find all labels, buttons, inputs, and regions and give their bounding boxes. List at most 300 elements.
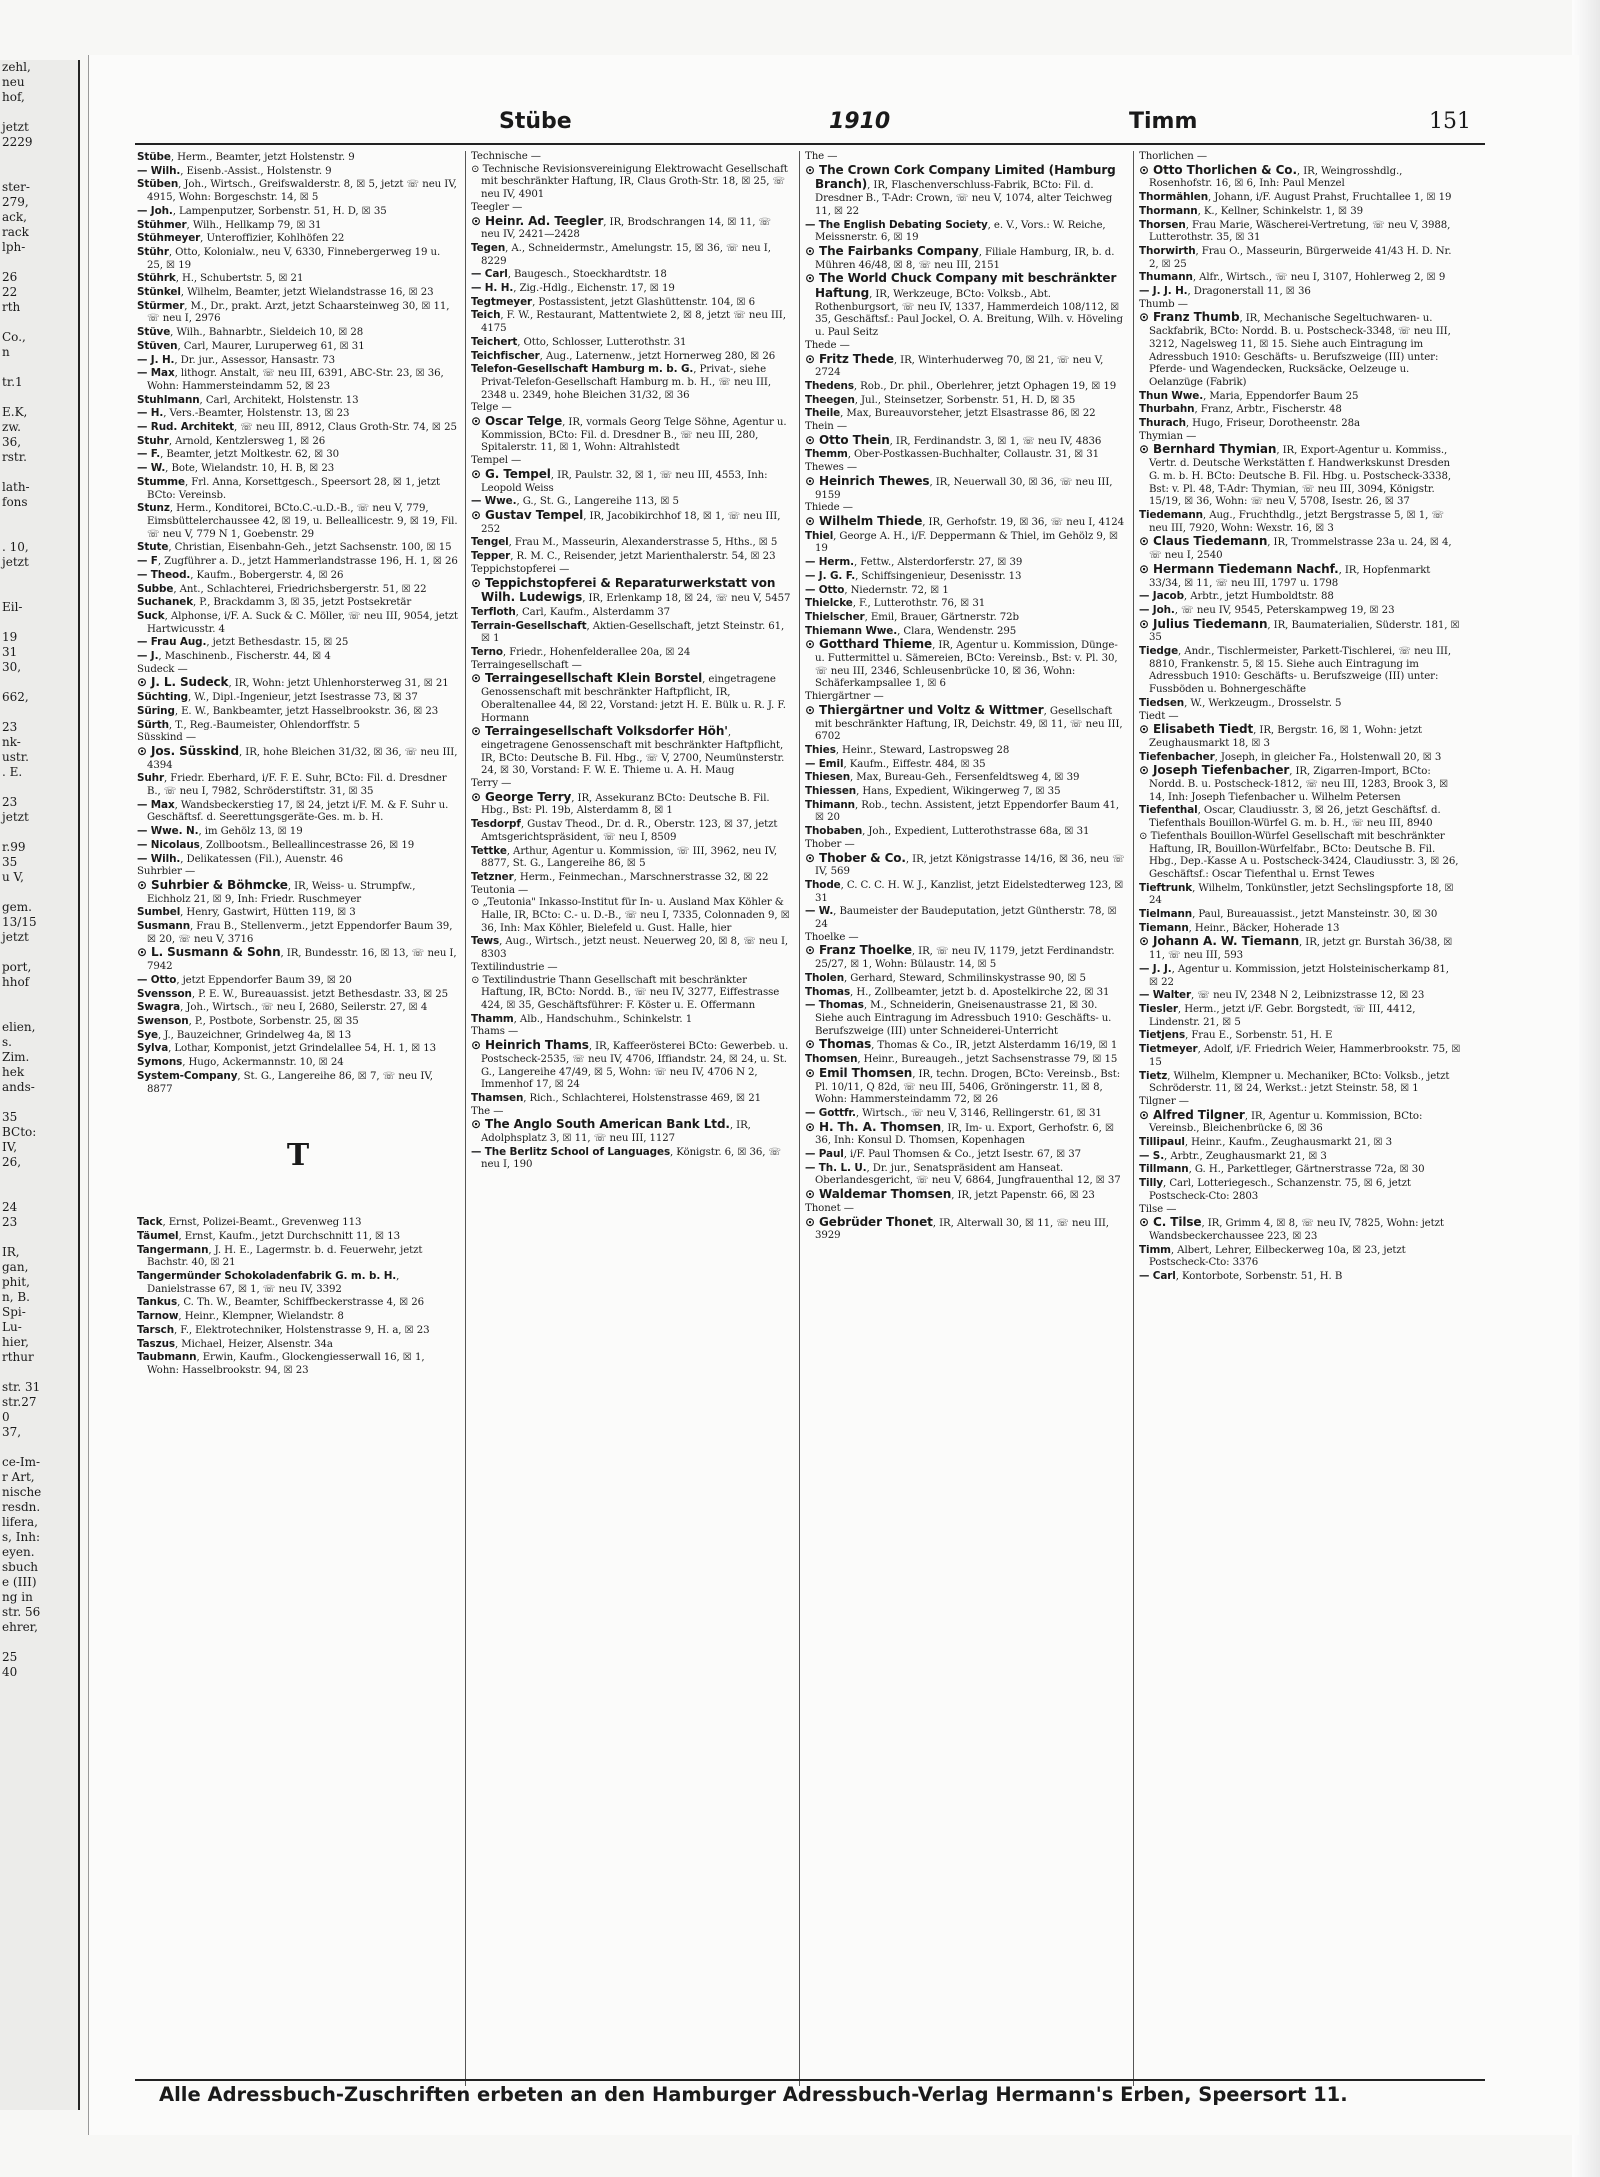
- directory-entry: Tieftrunk, Wilhelm, Tonkünstler, jetzt Sechslingspforte 18, ☒ 24: [1139, 881, 1454, 907]
- prev-page-fragment: hhof: [2, 975, 30, 989]
- directory-entry: — J. H., Dr. jur., Assessor, Hansastr. 73: [137, 353, 336, 366]
- directory-entry: Tietjens, Frau E., Sorbenstr. 51, H. E: [1139, 1029, 1333, 1042]
- prev-page-fragment: 24: [2, 1200, 18, 1214]
- firm-entry: ⊙ Otto Thorlichen & Co., IR, Weingrosshdlg., Rosenhofstr. 16, ☒ 6, Inh: Paul Menzel: [1139, 162, 1403, 190]
- firm-entry: ⊙ Julius Tiedemann, IR, Baumaterialien, Süderstr. 181, ☒ 35: [1139, 616, 1460, 644]
- directory-entry: — Thomas, M., Schneiderin, Gneisenaustrasse 21, ☒ 30. Siehe auch Eintragung im Adressbuch 1910: Geschäfts- u. Berufszweige (III) unter Schneiderei-Unterricht: [805, 999, 1112, 1037]
- prev-page-fragment: nk-: [2, 735, 21, 749]
- prev-page-fragment: rthur: [2, 1350, 34, 1364]
- prev-page-fragment: [0, 1170, 78, 1185]
- directory-entry: Tegen, A., Schneidermstr., Amelungstr. 15, ☒ 36, ☏ neu I, 8229: [471, 241, 771, 267]
- directory-entry: Stumme, Frl. Anna, Korsettgesch., Speersort 28, ☒ 1, jetzt BCto: Vereinsb.: [137, 475, 440, 501]
- prev-page-fragment: jetzt: [2, 120, 29, 134]
- prev-page-fragment: [0, 885, 78, 900]
- directory-entry: — Joh., Lampenputzer, Sorbenstr. 51, H. D, ☒ 35: [137, 204, 387, 217]
- firm-entry: ⊙ Thomas, Thomas & Co., IR, jetzt Alsterdamm 16/19, ☒ 1: [805, 1037, 1118, 1052]
- directory-entry: Thielcke, F., Lutterothstr. 76, ☒ 31: [805, 597, 986, 610]
- directory-entry: Stuhr, Arnold, Kentzlersweg 1, ☒ 26: [137, 434, 326, 447]
- directory-entry: Suchanek, P., Brackdamm 3, ☒ 35, jetzt Postsekretär: [137, 596, 412, 609]
- directory-entry: Tankus, C. Th. W., Beamter, Schiffbeckerstrasse 4, ☒ 26: [137, 1296, 425, 1309]
- directory-entry: — Frau Aug., jetzt Bethesdastr. 15, ☒ 25: [137, 636, 349, 649]
- prev-page-fragment: . E.: [2, 765, 23, 779]
- prev-page-fragment: hek: [2, 1065, 25, 1079]
- prev-page-fragment: Lu-: [2, 1320, 22, 1334]
- firm-entry: ⊙ Jos. Süsskind, IR, hohe Bleichen 31/32, ☒ 36, ☏ neu III, 4394: [137, 743, 458, 771]
- prev-page-fragment: gan,: [2, 1260, 29, 1274]
- directory-entry: Tietmeyer, Adolf, i/F. Friedrich Weier, Hammerbrookstr. 75, ☒ 15: [1139, 1043, 1461, 1068]
- directory-entry: Thein —: [805, 421, 847, 433]
- directory-entry: Süring, E. W., Bankbeamter, jetzt Hasselbrookstr. 36, ☒ 23: [137, 704, 439, 717]
- directory-entry: — Wwe. N., im Gehölz 13, ☒ 19: [137, 825, 303, 838]
- directory-entry: Teich, F. W., Restaurant, Mattentwiete 2, ☒ 8, jetzt ☏ neu III, 4175: [471, 309, 786, 335]
- directory-entry: Textilindustrie —: [471, 961, 558, 973]
- directory-entry: Thiel, George A. H., i/F. Deppermann & Thiel, im Gehölz 9, ☒ 19: [805, 529, 1119, 555]
- directory-entry: Teutonia —: [471, 884, 529, 896]
- directory-entry: The —: [471, 1105, 504, 1117]
- directory-entry: — Wilh., Delikatessen (Fil.), Auenstr. 46: [137, 852, 343, 865]
- firm-entry: ⊙ Tiefenthals Bouillon-Würfel Gesellschaft mit beschränkter Haftung, IR, Bouillon-Würfelfabr., BCto: Deutsche B. Fil. Hbg., Dep.-Kasse A u. Postscheck-3424, Claudiusstr. 3, ☒ 26, Geschäftsf.: Oscar Tiefenthal u. Ernst Tewes: [1139, 830, 1459, 880]
- prev-page-fragment: port,: [2, 960, 32, 974]
- prev-page-fragment: r.99: [2, 840, 26, 854]
- firm-entry: ⊙ L. Susmann & Sohn, IR, Bundesstr. 16, ☒ 13, ☏ neu I, 7942: [137, 945, 457, 973]
- prev-page-fragment: [0, 615, 78, 630]
- directory-entry: Stübe, Herm., Beamter, jetzt Holstenstr. 9: [137, 151, 355, 163]
- firm-entry: ⊙ Joseph Tiefenbacher, IR, Zigarren-Import, BCto: Nordd. B. u. Postscheck-1812, ☏ neu III, 1283, Brook 3, ☒ 14, Inh: Joseph Tiefenbacher u. Wilhelm Petersen: [1139, 763, 1449, 803]
- directory-entry: — Carl, Baugesch., Stoeckhardtstr. 18: [471, 268, 667, 281]
- directory-entry: — Wilh., Eisenb.-Assist., Holstenstr. 9: [137, 164, 332, 177]
- directory-entry: Stürmer, M., Dr., prakt. Arzt, jetzt Schaarsteinweg 30, ☒ 11, ☏ neu I, 2976: [137, 299, 450, 325]
- directory-entry: Terrain-Gesellschaft, Aktien-Gesellschaft, jetzt Steinstr. 61, ☒ 1: [471, 619, 785, 645]
- directory-entry: Thumann, Alfr., Wirtsch., ☏ neu I, 3107, Hohlerweg 2, ☒ 9: [1139, 271, 1446, 284]
- firm-entry: ⊙ „Teutonia" Inkasso-Institut für In- u. Ausland Max Köhler & Halle, IR, BCto: C.- u. D.-B., ☏ neu I, 7335, Colonnaden 9, ☒ 36, Inh: Max Köhler, Bielefeld u. Gust. Halle, hier: [471, 897, 790, 934]
- directory-entry: Tiefenbacher, Joseph, in gleicher Fa., Holstenwall 20, ☒ 3: [1139, 750, 1442, 763]
- prev-page-fragment: 30,: [2, 660, 22, 674]
- column-3: [805, 151, 1127, 2081]
- directory-entry: Susmann, Frau B., Stellenverm., jetzt Eppendorfer Baum 39, ☒ 20, ☏ neu V, 3716: [137, 920, 453, 945]
- prev-page-fragment: jetzt: [2, 930, 29, 944]
- prev-page-fragment: str.27: [2, 1395, 37, 1409]
- directory-entry: Themm, Ober-Postkassen-Buchhalter, Collaustr. 31, ☒ 31: [805, 448, 1100, 461]
- directory-entry: Tempel —: [471, 455, 522, 467]
- prev-page-fragment: elien,: [2, 1020, 36, 1034]
- directory-entry: — H. H., Zig.-Hdlg., Eichenstr. 17, ☒ 19: [471, 282, 675, 295]
- directory-entry: Symons, Hugo, Ackermannstr. 10, ☒ 24: [137, 1056, 344, 1069]
- prev-page-fragment: [0, 1230, 78, 1245]
- prev-page-fragment: s, Inh:: [2, 1530, 41, 1544]
- prev-page-fragment: phit,: [2, 1275, 30, 1289]
- directory-entry: Taubmann, Erwin, Kaufm., Glockengiesserwall 16, ☒ 1, Wohn: Hasselbrookstr. 94, ☒ 23: [137, 1351, 425, 1376]
- directory-page: [88, 55, 1579, 2135]
- directory-entry: Tetzner, Herm., Feinmechan., Marschnerstrasse 32, ☒ 22: [471, 870, 769, 883]
- directory-entry: Thomsen, Heinr., Bureaugeh., jetzt Sachsenstrasse 79, ☒ 15: [805, 1053, 1118, 1066]
- directory-entry: Teegler —: [471, 201, 523, 213]
- prev-page-fragment: n, B.: [2, 1290, 30, 1304]
- prev-page-fragment: . 10,: [2, 540, 29, 554]
- firm-entry: ⊙ Fritz Thede, IR, Winterhuderweg 70, ☒ 21, ☏ neu V, 2724: [805, 351, 1104, 379]
- firm-entry: ⊙ Textilindustrie Thann Gesellschaft mit beschränkter Haftung, IR, BCto: Nordd. B., ☏ neu IV, 3277, Eiffestrasse 424, ☒ 35, Geschäftsführer: F. Köster u. E. Offermann: [471, 974, 780, 1011]
- prev-page-fragment: [0, 945, 78, 960]
- firm-entry: ⊙ Waldemar Thomsen, IR, jetzt Papenstr. 66, ☒ 23: [805, 1187, 1095, 1202]
- directory-entry: Thiemann Wwe., Clara, Wendenstr. 295: [805, 624, 1017, 637]
- prev-page-fragment: [0, 465, 78, 480]
- directory-entry: Suck, Alphonse, i/F. A. Suck & C. Möller, ☏ neu III, 9054, jetzt Hartwicusstr. 4: [137, 609, 458, 635]
- directory-entry: Taszus, Michael, Heizer, Alsenstr. 34a: [137, 1337, 333, 1350]
- directory-entry: Subbe, Ant., Schlachterei, Friedrichsbergerstr. 51, ☒ 22: [137, 582, 427, 595]
- directory-entry: — H., Vers.-Beamter, Holstenstr. 13, ☒ 23: [137, 407, 350, 420]
- firm-entry: ⊙ Gebrüder Thonet, IR, Alterwall 30, ☒ 11, ☏ neu III, 3929: [805, 1214, 1109, 1242]
- prev-page-fragment: [0, 1005, 78, 1020]
- directory-entry: Sye, J., Bauzeichner, Grindelweg 4a, ☒ 13: [137, 1028, 352, 1041]
- directory-entry: — Paul, i/F. Paul Thomsen & Co., jetzt Isestr. 67, ☒ 37: [805, 1148, 1082, 1161]
- directory-entry: — J. J., Agentur u. Kommission, jetzt Holsteinischerkamp 81, ☒ 22: [1139, 962, 1449, 988]
- firm-entry: ⊙ Terraingesellschaft Klein Borstel, eingetragene Genossenschaft mit beschränkter Haftpflicht, IR, Oberaltenallee 44, ☒ 22, Vorstand: jetzt H. E. Bülk u. R. J. F. Hormann: [471, 671, 786, 724]
- prev-page-fragment: 26: [2, 270, 18, 284]
- page-number: 151: [1429, 109, 1471, 134]
- directory-entry: Theegen, Jul., Steinsetzer, Sorbenstr. 51, H. D, ☒ 35: [805, 393, 1076, 406]
- header-first-entry: Stübe: [499, 109, 572, 134]
- column-divider: [799, 151, 800, 2086]
- firm-entry: ⊙ Heinrich Thams, IR, Kaffeerösterei BCto: Gewerbeb. u. Postscheck-2535, ☏ neu IV, 4706, Iffiandstr. 24, ☒ 24, u. St. G., Langereihe 47/49, ☒ 5, Wohn: ☏ neu IV, 4706 N 2, Immenhof 17, ☒ 24: [471, 1038, 789, 1091]
- directory-entry: — Joh., ☏ neu IV, 9545, Peterskampweg 19, ☒ 23: [1139, 603, 1395, 616]
- directory-entry: Tietz, Wilhelm, Klempner u. Mechaniker, BCto: Volksb., jetzt Schröderstr. 11, ☒ 24, Werkst.: jetzt Steinstr. 58, ☒ 1: [1139, 1069, 1450, 1095]
- directory-entry: — W., Bote, Wielandstr. 10, H. B, ☒ 23: [137, 462, 335, 475]
- directory-entry: — Max, Wandsbeckerstieg 17, ☒ 24, jetzt i/F. M. & F. Suhr u. Geschäftsf. d. Seerettungsgeräte-Ges. m. b. H.: [137, 798, 449, 824]
- directory-entry: — Max, lithogr. Anstalt, ☏ neu III, 6391, ABC-Str. 23, ☒ 36, Wohn: Hammersteindamm 52, ☒ 23: [137, 367, 444, 392]
- firm-entry: ⊙ The Anglo South American Bank Ltd., IR, Adolphsplatz 3, ☒ 11, ☏ neu III, 1127: [471, 1117, 751, 1145]
- prev-page-fragment: [0, 390, 78, 405]
- directory-entry: Terno, Friedr., Hohenfelderallee 20a, ☒ 24: [471, 646, 691, 659]
- prev-page-fragment: e (III): [2, 1575, 37, 1589]
- directory-entry: Thiede —: [805, 502, 853, 514]
- directory-entry: Tangermünder Schokoladenfabrik G. m. b. H., Danielstrasse 67, ☒ 1, ☏ neu IV, 3392: [137, 1270, 400, 1295]
- prev-page-fragment: [0, 990, 78, 1005]
- prev-page-fragment: ehrer,: [2, 1620, 38, 1634]
- firm-entry: ⊙ C. Tilse, IR, Grimm 4, ☒ 8, ☏ neu IV, 7825, Wohn: jetzt Wandsbeckerchaussee 223, ☒ 23: [1139, 1215, 1444, 1242]
- firm-entry: ⊙ Thober & Co., IR, jetzt Königstrasse 14/16, ☒ 36, neu ☏ IV, 569: [805, 850, 1125, 878]
- prev-page-fragment: ce-Im-: [2, 1455, 41, 1469]
- directory-entry: — Carl, Kontorbote, Sorbenstr. 51, H. B: [1139, 1270, 1343, 1283]
- directory-entry: Stühmeyer, Unteroffizier, Kohlhöfen 22: [137, 232, 345, 245]
- directory-entry: Tillmann, G. H., Parkettleger, Gärtnerstrasse 72a, ☒ 30: [1139, 1163, 1425, 1176]
- prev-page-fragment: [0, 705, 78, 720]
- directory-entry: — Emil, Kaufm., Eiffestr. 484, ☒ 35: [805, 757, 986, 770]
- directory-entry: Thedens, Rob., Dr. phil., Oberlehrer, jetzt Ophagen 19, ☒ 19: [805, 379, 1117, 392]
- directory-entry: Sumbel, Henry, Gastwirt, Hütten 119, ☒ 3: [137, 906, 356, 919]
- directory-entry: Thielscher, Emil, Brauer, Gärtnerstr. 72b: [805, 610, 1019, 623]
- publisher-notice: Alle Adressbuch-Zuschriften erbeten an den Hamburger Adressbuch-Verlag Hermann's Erben, Speersort 11.: [159, 2083, 1348, 2106]
- directory-entry: — Otto, Niedernstr. 72, ☒ 1: [805, 583, 949, 596]
- directory-entry: — Jacob, Arbtr., jetzt Humboldtstr. 88: [1139, 590, 1334, 603]
- firm-entry: ⊙ Otto Thein, IR, Ferdinandstr. 3, ☒ 1, ☏ neu IV, 4836: [805, 432, 1102, 447]
- prev-page-fragment: str. 31: [2, 1380, 41, 1394]
- directory-entry: Tilly, Carl, Lotteriegesch., Schanzenstr. 75, ☒ 6, jetzt Postscheck-Cto: 2803: [1139, 1177, 1411, 1202]
- prev-page-fragment: [0, 510, 78, 525]
- directory-entry: Telefon-Gesellschaft Hamburg m. b. G., Privat-, siehe Privat-Telefon-Gesellschaft Hamburg m. b. H., ☏ neu III, 2348 u. 2349, hohe Bleichen 31/32, ☒ 36: [471, 363, 771, 401]
- column-divider: [1133, 151, 1134, 2086]
- firm-entry: ⊙ Suhrbier & Böhmcke, IR, Weiss- u. Strumpfw., Eichholz 21, ☒ 9, Inh: Friedr. Ruschmeyer: [137, 877, 416, 905]
- directory-entry: Thoelke —: [805, 931, 859, 943]
- prev-page-fragment: [0, 570, 78, 585]
- prev-page-fragment: 26,: [2, 1155, 22, 1169]
- directory-entry: — F, Zugführer a. D., jetzt Hammerlandstrasse 196, H. 1, ☒ 26: [137, 555, 458, 568]
- directory-entry: Tengel, Frau M., Masseurin, Alexanderstrasse 5, Hths., ☒ 5: [471, 536, 778, 549]
- prev-page-fragment: Zim.: [2, 1050, 30, 1064]
- directory-entry: Timm, Albert, Lehrer, Eilbeckerweg 10a, ☒ 23, jetzt Postscheck-Cto: 3376: [1139, 1243, 1406, 1269]
- directory-entry: — J., Maschinenb., Fischerstr. 44, ☒ 4: [137, 650, 331, 663]
- prev-page-fragment: [0, 825, 78, 840]
- directory-entry: Süsskind —: [137, 732, 196, 744]
- prev-page-fragment: 2229: [2, 135, 33, 149]
- prev-page-fragment: resdn.: [2, 1500, 41, 1514]
- prev-page-fragment: r Art,: [2, 1470, 35, 1484]
- directory-entry: — Gottfr., Wirtsch., ☏ neu V, 3146, Rellingerstr. 61, ☒ 31: [805, 1106, 1102, 1119]
- directory-entry: Stute, Christian, Eisenbahn-Geh., jetzt Sachsenstr. 100, ☒ 15: [137, 541, 452, 554]
- directory-entry: — W., Baumeister der Baudeputation, jetzt Güntherstr. 78, ☒ 24: [805, 905, 1117, 931]
- prev-page-fragment: [0, 1635, 78, 1650]
- directory-entry: Tiesler, Herm., jetzt i/F. Gebr. Borgstedt, ☏ III, 4412, Lindenstr. 21, ☒ 5: [1139, 1003, 1416, 1028]
- prev-page-fragment: 35: [2, 1110, 18, 1124]
- firm-entry: ⊙ Franz Thoelke, IR, ☏ neu IV, 1179, jetzt Ferdinandstr. 25/27, ☒ 1, Wohn: Bülaustr. 14, ☒ 5: [805, 943, 1115, 971]
- firm-entry: ⊙ Terraingesellschaft Volksdorfer Höh', eingetragene Genossenschaft mit beschränkter Haftpflicht, IR, BCto: Deutsche B. Fil. Hbg., ☏ V, 2700, Neumünsterstr. 24, ☒ 30, Vorstand: F. W. E. Thieme u. A. H. Maug: [471, 724, 785, 777]
- prev-page-fragment: Co.,: [2, 330, 26, 344]
- directory-entry: The —: [805, 151, 838, 162]
- directory-entry: — Nicolaus, Zollbootsm., Belleallincestrasse 26, ☒ 19: [137, 838, 415, 851]
- firm-entry: ⊙ Gustav Tempel, IR, Jacobikirchhof 18, ☒ 1, ☏ neu III, 252: [471, 507, 781, 535]
- prev-page-fragment: 31: [2, 645, 18, 659]
- directory-entry: Thode, C. C. C. H. W. J., Kanzlist, jetzt Eidelstedterweg 123, ☒ 31: [805, 878, 1124, 904]
- prev-page-fragment: 23: [2, 720, 18, 734]
- directory-entry: Terry —: [471, 778, 512, 790]
- directory-entry: Tilgner —: [1139, 1095, 1189, 1107]
- directory-entry: Thies, Heinr., Steward, Lastropsweg 28: [805, 743, 1010, 756]
- directory-entry: Sürth, T., Reg.-Baumeister, Ohlendorffstr. 5: [137, 718, 360, 731]
- prev-page-fragment: ng in: [2, 1590, 33, 1604]
- firm-entry: ⊙ Elisabeth Tiedt, IR, Bergstr. 16, ☒ 1, Wohn: jetzt Zeughausmarkt 18, ☒ 3: [1139, 722, 1422, 749]
- directory-entry: Thurbahn, Franz, Arbtr., Fischerstr. 48: [1139, 403, 1342, 416]
- directory-entry: Thymian —: [1139, 430, 1197, 442]
- prev-page-fragment: hier,: [2, 1335, 29, 1349]
- directory-entry: Stüben, Joh., Wirtsch., Greifswalderstr. 8, ☒ 5, jetzt ☏ neu IV, 4915, Wohn: Borgeschstr. 14, ☒ 5: [137, 178, 457, 204]
- directory-entry: Thiesen, Max, Bureau-Geh., Fersenfeldtsweg 4, ☒ 39: [805, 771, 1080, 784]
- directory-entry: Thormann, K., Kellner, Schinkelstr. 1, ☒ 39: [1139, 204, 1363, 217]
- firm-entry: ⊙ Wilhelm Thiede, IR, Gerhofstr. 19, ☒ 36, ☏ neu I, 4124: [805, 513, 1125, 528]
- directory-entry: Tiedsen, W., Werkzeugm., Drosselstr. 5: [1139, 696, 1342, 709]
- directory-entry: Thiessen, Hans, Expedient, Wikingerweg 7, ☒ 35: [805, 785, 1061, 798]
- prev-page-fragment: jetzt: [2, 555, 29, 569]
- firm-entry: ⊙ Heinr. Ad. Teegler, IR, Brodschrangen 14, ☒ 11, ☏ neu IV, 2421—2428: [471, 213, 772, 241]
- directory-entry: — Herm., Fettw., Alsterdorferstr. 27, ☒ 39: [805, 556, 1023, 569]
- prev-page-fragment: Spi-: [2, 1305, 26, 1319]
- prev-page-fragment: 662,: [2, 690, 29, 704]
- directory-entry: Thewes —: [805, 462, 857, 474]
- prev-page-fragment: tr.1: [2, 375, 23, 389]
- directory-entry: Sylva, Lothar, Komponist, jetzt Grindelallee 54, H. 1, ☒ 13: [137, 1042, 437, 1055]
- prev-page-fragment: [0, 675, 78, 690]
- firm-entry: ⊙ George Terry, IR, Assekuranz BCto: Deutsche B. Fil. Hbg., Bst: Pl. 19b, Alsterdamm 8, ☒ 1: [471, 789, 770, 817]
- prev-page-fragment: [0, 1185, 78, 1200]
- footer-rule: [135, 2079, 1485, 2081]
- directory-entry: Stührk, H., Schubertstr. 5, ☒ 21: [137, 272, 304, 285]
- prev-page-fragment: 279,: [2, 195, 29, 209]
- prev-page-fragment: [0, 255, 78, 270]
- firm-entry: ⊙ Heinrich Thewes, IR, Neuerwall 30, ☒ 36, ☏ neu III, 9159: [805, 473, 1113, 501]
- prev-page-fragment: u V,: [2, 870, 24, 884]
- directory-entry: Stühr, Otto, Kolonialw., neu V, 6330, Finnebergerweg 19 u. 25, ☒ 19: [137, 245, 441, 271]
- directory-entry: Thamsen, Rich., Schlachterei, Holstenstrasse 469, ☒ 21: [471, 1091, 761, 1104]
- prev-page-fragment: [0, 525, 78, 540]
- firm-entry: ⊙ Oscar Telge, IR, vormals Georg Telge Söhne, Agentur u. Kommission, BCto: Fil. d. Dresdner B., ☏ neu III, 280, Spitalerstr. 11, ☒ 1, Wohn: Altrahlstedt: [471, 414, 787, 454]
- prev-page-fragment: [0, 585, 78, 600]
- prev-page-fragment: rstr.: [2, 450, 27, 464]
- directory-entry: Sudeck —: [137, 663, 188, 675]
- prev-page-fragment: [0, 315, 78, 330]
- directory-entry: Tiedt —: [1139, 710, 1179, 722]
- prev-page-fragment: s.: [2, 1035, 12, 1049]
- directory-entry: — J. G. F., Schiffsingenieur, Desenisstr. 13: [805, 569, 1022, 582]
- prev-page-fragment: rth: [2, 300, 21, 314]
- prev-page-fragment: ack,: [2, 210, 27, 224]
- prev-page-fragment: nische: [2, 1485, 42, 1499]
- directory-entry: Tegtmeyer, Postassistent, jetzt Glashüttenstr. 104, ☒ 6: [471, 295, 756, 308]
- prev-page-fragment: zw.: [2, 420, 21, 434]
- directory-entry: Teichfischer, Aug., Laternenw., jetzt Hornerweg 280, ☒ 26: [471, 349, 776, 362]
- directory-entry: Tettke, Arthur, Agentur u. Kommission, ☏ III, 3962, neu IV, 8877, St. G., Langereihe 86, ☒ 5: [471, 844, 777, 870]
- prev-page-fragment: 22: [2, 285, 18, 299]
- prev-page-fragment: 37,: [2, 1425, 22, 1439]
- prev-page-fragment: zehl,: [2, 60, 31, 74]
- directory-entry: Suhrbier —: [137, 866, 196, 878]
- prev-page-fragment: sbuch: [2, 1560, 39, 1574]
- directory-entry: Stühmer, Wilh., Hellkamp 79, ☒ 31: [137, 218, 322, 231]
- prev-page-fragment: IR,: [2, 1245, 20, 1259]
- previous-page-edge: [0, 60, 80, 2110]
- firm-entry: ⊙ Emil Thomsen, IR, techn. Drogen, BCto: Vereinsb., Bst: Pl. 10/11, Q 82d, ☏ neu III, 5406, Gröningerstr. 11, ☒ 8, Wohn: Hammersteindamm 72, ☒ 26: [805, 1065, 1121, 1106]
- directory-entry: Tiemann, Heinr., Bäcker, Hoherade 13: [1139, 921, 1340, 934]
- prev-page-fragment: 23: [2, 1215, 18, 1229]
- prev-page-fragment: eyen.: [2, 1545, 35, 1559]
- prev-page-fragment: rack: [2, 225, 29, 239]
- prev-page-fragment: n: [2, 345, 10, 359]
- directory-entry: Thumb —: [1139, 298, 1188, 310]
- header-year: 1910: [829, 109, 891, 134]
- prev-page-fragment: 13/15: [2, 915, 37, 929]
- directory-entry: Teppichstopferei —: [471, 563, 570, 575]
- directory-entry: Thiergärtner —: [805, 691, 884, 703]
- directory-entry: Thomas, H., Zollbeamter, jetzt b. d. Apostelkirche 22, ☒ 31: [805, 985, 1110, 998]
- firm-entry: ⊙ H. Th. A. Thomsen, IR, Im- u. Export, Gerhofstr. 6, ☒ 36, Inh: Konsul D. Thomsen, Kopenhagen: [805, 1119, 1114, 1147]
- prev-page-fragment: 19: [2, 630, 18, 644]
- prev-page-fragment: 40: [2, 1665, 18, 1679]
- directory-entry: Stüve, Wilh., Bahnarbtr., Sieldeich 10, ☒ 28: [137, 326, 364, 339]
- directory-entry: Terfloth, Carl, Kaufm., Alsterdamm 37: [471, 605, 671, 618]
- directory-entry: Tangermann, J. H. E., Lagermstr. b. d. Feuerwehr, jetzt Bachstr. 40, ☒ 21: [137, 1243, 423, 1269]
- directory-entry: System-Company, St. G., Langereihe 86, ☒ 7, ☏ neu IV, 8877: [137, 1069, 433, 1095]
- prev-page-fragment: lifera,: [2, 1515, 38, 1529]
- prev-page-fragment: lath-: [2, 480, 30, 494]
- firm-entry: ⊙ Teppichstopferei & Reparaturwerkstatt von Wilh. Ludewigs, IR, Erlenkamp 18, ☒ 24, ☏ neu V, 5457: [471, 575, 791, 605]
- directory-entry: Tiedemann, Aug., Fruchthdlg., jetzt Bergstrasse 5, ☒ 1, ☏ neu III, 7920, Wohn: Wexstr. 16, ☒ 3: [1139, 508, 1445, 534]
- directory-entry: Tarsch, F., Elektrotechniker, Holstenstrasse 9, H. a, ☒ 23: [137, 1323, 430, 1336]
- directory-entry: Terraingesellschaft —: [471, 659, 582, 671]
- directory-entry: Tiefenthal, Oscar, Claudiusstr. 3, ☒ 26, jetzt Geschäftsf. d. Tiefenthals Bouillon-Würfel G. m. b. H., ☏ neu III, 8940: [1139, 804, 1441, 830]
- prev-page-fragment: 25: [2, 1650, 18, 1664]
- directory-entry: Thorsen, Frau Marie, Wäscherei-Vertretung, ☏ neu V, 3988, Lutterothstr. 35, ☒ 31: [1139, 218, 1451, 244]
- prev-page-fragment: jetzt: [2, 810, 29, 824]
- directory-entry: — Walter, ☏ neu IV, 2348 N 2, Leibnizstrasse 12, ☒ 23: [1139, 989, 1425, 1002]
- prev-page-fragment: ands-: [2, 1080, 35, 1094]
- prev-page-fragment: [0, 360, 78, 375]
- prev-page-fragment: lph-: [2, 240, 26, 254]
- directory-entry: Thamm, Alb., Handschuhm., Schinkelstr. 1: [471, 1012, 693, 1025]
- directory-entry: Thede —: [805, 339, 850, 351]
- firm-entry: ⊙ The World Chuck Company mit beschränkter Haftung, IR, Werkzeuge, BCto: Volksb., Abt. Rothenburgsort, ☏ neu IV, 1337, Hammerdeich 108/112, ☒ 35, Geschäftsf.: Paul Jockel, O. A. Breitung, Wilh. v. Höveling u. Paul Seitz: [805, 271, 1123, 339]
- prev-page-fragment: [0, 1365, 78, 1380]
- prev-page-fragment: str. 56: [2, 1605, 41, 1619]
- directory-entry: — Rud. Architekt, ☏ neu III, 8912, Claus Groth-Str. 74, ☒ 25: [137, 421, 457, 434]
- directory-entry: Tack, Ernst, Polizei-Beamt., Grevenweg 113: [137, 1216, 362, 1229]
- prev-page-fragment: ster-: [2, 180, 30, 194]
- directory-entry: Thimann, Rob., techn. Assistent, jetzt Eppendorfer Baum 41, ☒ 20: [805, 798, 1119, 824]
- directory-entry: Stuhlmann, Carl, Architekt, Holstenstr. 13: [137, 393, 359, 406]
- prev-page-fragment: 36,: [2, 435, 22, 449]
- directory-entry: Suhr, Friedr. Eberhard, i/F. F. E. Suhr, BCto: Fil. d. Dresdner B., ☏ neu I, 7982, Schröderstiftstr. 31, ☒ 35: [137, 772, 447, 798]
- prev-page-fragment: BCto:: [2, 1125, 37, 1139]
- directory-entry: — S., Arbtr., Zeughausmarkt 21, ☒ 3: [1139, 1149, 1327, 1162]
- header-rule: [135, 143, 1485, 145]
- directory-entry: Tiedge, Andr., Tischlermeister, Parkett-Tischlerei, ☏ neu III, 8810, Frankenstr. 5, ☒ 15. Siehe auch Eintragung im Adressbuch 1910: Geschäfts- u. Berufszweige (III) unter: Fussböden u. Bohnergeschäfte: [1139, 645, 1451, 696]
- directory-entry: Tholen, Gerhard, Steward, Schmilinskystrasse 90, ☒ 5: [805, 971, 1086, 984]
- firm-entry: ⊙ Alfred Tilgner, IR, Agentur u. Kommission, BCto: Vereinsb., Bleichenbrücke 6, ☒ 36: [1139, 1107, 1423, 1135]
- directory-entry: Täumel, Ernst, Kaufm., jetzt Durchschnitt 11, ☒ 13: [137, 1229, 400, 1242]
- prev-page-fragment: [0, 780, 78, 795]
- firm-entry: ⊙ J. L. Sudeck, IR, Wohn: jetzt Uhlenhorsterweg 31, ☒ 21: [137, 675, 449, 690]
- directory-entry: — Wwe., G., St. G., Langereihe 113, ☒ 5: [471, 495, 679, 508]
- directory-entry: Tillipaul, Heinr., Kaufm., Zeughausmarkt 21, ☒ 3: [1139, 1136, 1393, 1149]
- directory-entry: — Th. L. U., Dr. jur., Senatspräsident am Hanseat. Oberlandesgericht, ☏ neu V, 6864, Jungfrauenthal 12, ☒ 37: [805, 1161, 1121, 1187]
- directory-entry: Technische —: [471, 151, 541, 162]
- prev-page-fragment: [0, 1440, 78, 1455]
- prev-page-fragment: 23: [2, 795, 18, 809]
- prev-page-fragment: gem.: [2, 900, 32, 914]
- directory-entry: Thober —: [805, 838, 855, 850]
- firm-entry: ⊙ G. Tempel, IR, Paulstr. 32, ☒ 1, ☏ neu III, 4553, Inh: Leopold Weiss: [471, 466, 768, 494]
- prev-page-fragment: [0, 150, 78, 165]
- firm-entry: ⊙ Claus Tiedemann, IR, Trommelstrasse 23a u. 24, ☒ 4, ☏ neu I, 2540: [1139, 534, 1452, 562]
- header-last-entry: Timm: [1129, 109, 1198, 134]
- directory-entry: Thobaben, Joh., Expedient, Lutterothstrasse 68a, ☒ 31: [805, 825, 1090, 838]
- firm-entry: ⊙ Franz Thumb, IR, Mechanische Segeltuchwaren- u. Sackfabrik, BCto: Nordd. B. u. Postscheck-3348, ☏ neu III, 3212, Nagelsweg 11, ☒ 15. Siehe auch Eintragung im Adressbuch 1910: Geschäfts- u. Berufszweige (III) unter: Pferde- und Wagendecken, Rucksäcke, Oelzeuge u. Oelanzüge (Fabrik): [1139, 310, 1451, 388]
- prev-page-fragment: 35: [2, 855, 18, 869]
- prev-page-fragment: 0: [2, 1410, 10, 1424]
- directory-entry: — J. J. H., Dragonerstall 11, ☒ 36: [1139, 285, 1311, 298]
- column-1: [137, 151, 459, 2081]
- directory-entry: Swenson, P., Postbote, Sorbenstr. 25, ☒ 35: [137, 1015, 359, 1027]
- directory-entry: Süchting, W., Dipl.-Ingenieur, jetzt Isestrasse 73, ☒ 37: [137, 691, 418, 704]
- firm-entry: ⊙ The Crown Cork Company Limited (Hamburg Branch), IR, Flaschenverschluss-Fabrik, BCto: Fil. d. Dresdner B., T-Adr: Crown, ☏ neu V, 1074, alter Teichweg 11, ☒ 22: [805, 162, 1116, 217]
- prev-page-fragment: IV,: [2, 1140, 18, 1154]
- prev-page-fragment: hof,: [2, 90, 25, 104]
- directory-entry: — Otto, jetzt Eppendorfer Baum 39, ☒ 20: [137, 973, 352, 986]
- directory-entry: Stüven, Carl, Maurer, Luruperweg 61, ☒ 31: [137, 339, 365, 352]
- column-4: [1139, 151, 1461, 2081]
- directory-entry: Thonet —: [805, 1202, 854, 1214]
- directory-entry: Tepper, R. M. C., Reisender, jetzt Marienthalerstr. 54, ☒ 23: [471, 550, 776, 563]
- directory-entry: Teichert, Otto, Schlosser, Lutterothstr. 31: [471, 335, 687, 348]
- firm-entry: ⊙ Hermann Tiedemann Nachf., IR, Hopfenmarkt 33/34, ☒ 11, ☏ neu III, 1797 u. 1798: [1139, 561, 1431, 589]
- firm-entry: ⊙ Gotthard Thieme, IR, Agentur u. Kommission, Dünge- u. Futtermittel u. Sämereien, BCto: Vereinsb., Bst: v. Pl. 30, ☏ neu III, 2346, Schleusenbrücke 10, ☒ 36, Wohn: Schäferkampsallee 1, ☒ 6: [805, 637, 1118, 690]
- directory-entry: Thurach, Hugo, Friseur, Dorotheenstr. 28a: [1139, 417, 1360, 430]
- directory-entry: — The Berlitz School of Languages, Königstr. 6, ☒ 36, ☏ neu I, 190: [471, 1145, 782, 1171]
